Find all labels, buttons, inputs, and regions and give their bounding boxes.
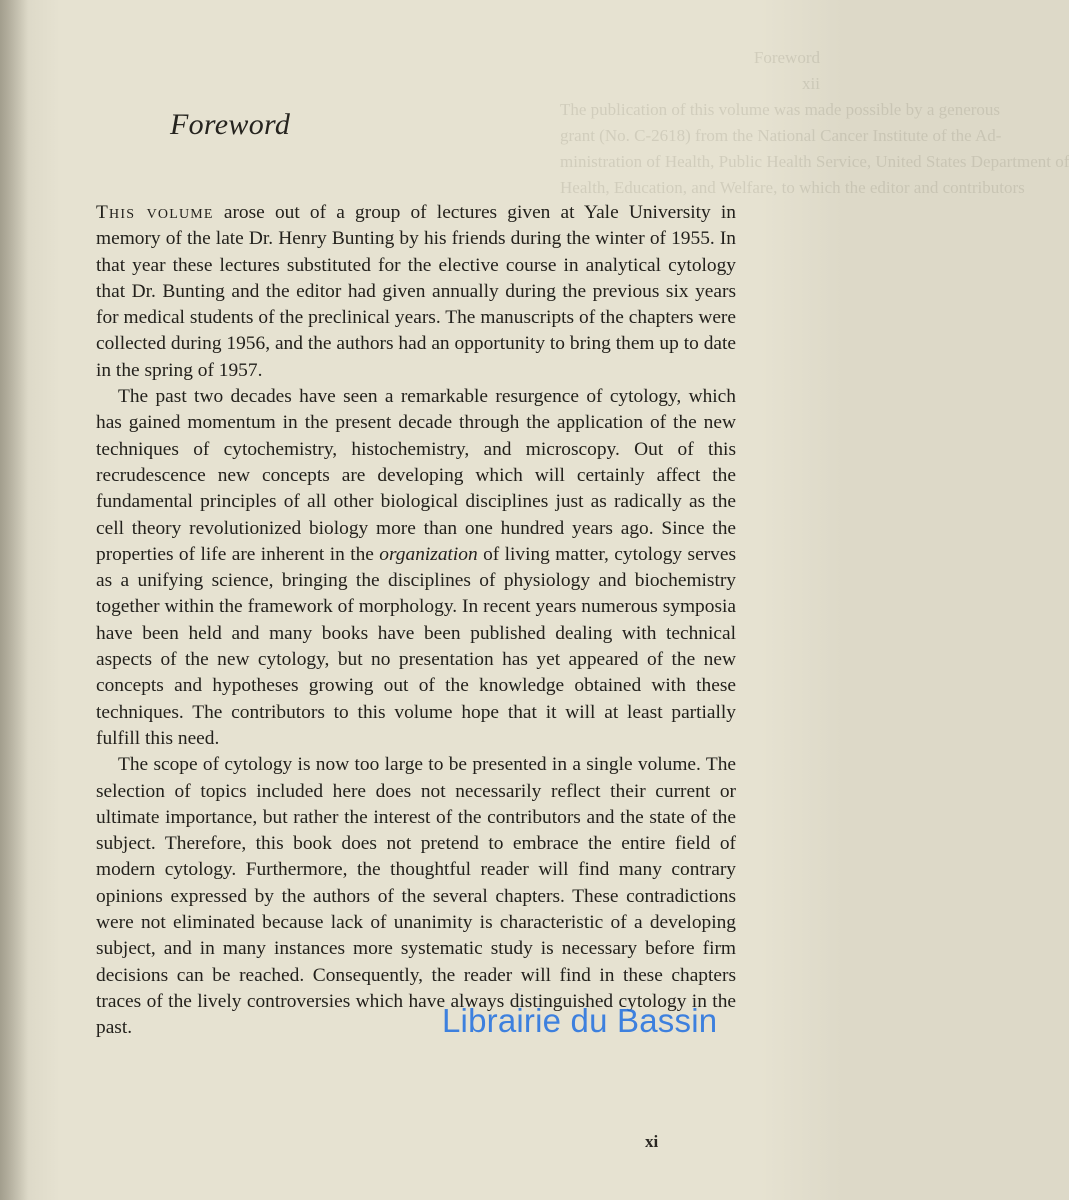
paragraph-text: The scope of cytology is now too large to be presented in a single volume. The selection of topics included here does not necessarily reflect their current or ultimate importance, but rather the interest of the contributors and the state of the subject. Therefore, this book does not pretend to embrace the entire field of modern cytology. Furthermore, the thoughtful reader will find many contrary opinions expressed by the authors of the several chapters. These contradictions were not eliminated because lack of unanimity is characteristic of a developing subject, and in many instances more systematic study is necessary before firm decisions can be reached. Consequently, the reader will find in these chapters traces of the lively controversies which have always distinguished cytology in the past. bbox=[96, 754, 736, 1039]
paragraph-2 bbox=[96, 384, 736, 752]
bleed-line: ministration of Health, Public Health Service, United States Department of bbox=[560, 152, 1069, 171]
foreword-body bbox=[96, 200, 736, 1042]
small-caps-lead: This volume bbox=[96, 202, 214, 223]
bleed-through-text bbox=[560, 45, 1069, 201]
paragraph-3 bbox=[96, 752, 736, 1041]
bleed-line: The publication of this volume was made possible by a generous bbox=[560, 100, 1001, 119]
page-number: xi bbox=[645, 1132, 659, 1151]
paragraph-1 bbox=[96, 200, 736, 384]
gutter-shadow bbox=[0, 0, 28, 1200]
paragraph-text: arose out of a group of lectures given at Yale University in memory of the late Dr. Henry Bunting by his friends during the winter of 1955. In that year these lectures substituted for the elective course in analytical cytology that Dr. Bunting and the editor had given annually during the previous six years for medical students of the preclinical years. The manuscripts of the chapters were collected during 1956, and the authors had an opportunity to bring them up to date in the spring of 1957. bbox=[96, 202, 736, 381]
paragraph-text: of living matter, cytology serves as a unifying science, bringing the disciplines of physiology and biochemistry together within the framework of morphology. In recent years numerous symposia have been held and many books have been published dealing with technical aspects of the new cytology, but no presentation has yet appeared of the new concepts and hypotheses growing out of the knowledge obtained with these techniques. The contributors to this volume hope that it will at least partially fulfill this need. bbox=[96, 543, 736, 749]
watermark: Librairie du Bassin bbox=[442, 1002, 718, 1039]
bleed-line: Foreword bbox=[753, 48, 820, 67]
bleed-line: Health, Education, and Welfare, to which the editor and contributors bbox=[560, 178, 1025, 197]
bleed-line: grant (No. C-2618) from the National Cancer Institute of the Ad- bbox=[560, 126, 1002, 145]
italic-term: organization bbox=[379, 543, 478, 565]
bleed-line: xii bbox=[802, 74, 820, 93]
page-heading: Foreword bbox=[170, 108, 291, 141]
paragraph-text: The past two decades have seen a remarkable resurgence of cytology, which has gained momentum in the present decade through the application of the new techniques of cytochemistry, histochemistry, and microscopy. Out of this recrudescence new concepts are developing which will certainly affect the fundamental principles of all other biological disciplines just as radically as the cell theory revolutionized biology more than one hundred years ago. Since the properties of life are inherent in the bbox=[96, 386, 736, 565]
